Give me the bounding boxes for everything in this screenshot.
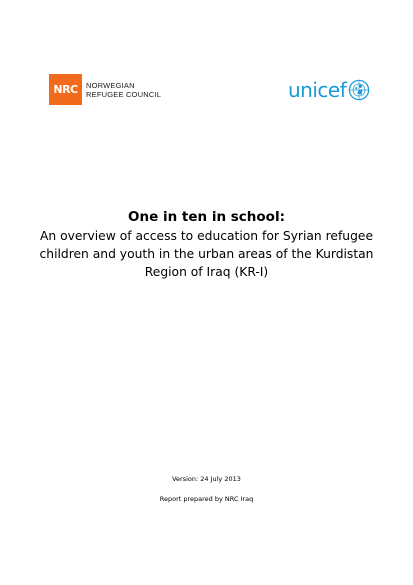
nrc-logo [49, 74, 161, 105]
nrc-logo-mark [49, 74, 82, 105]
nrc-logo-line-2: REFUGEE COUNCIL [86, 89, 162, 99]
report-title-block [20, 208, 393, 281]
unicef-logo [288, 78, 370, 102]
report-prepared-by: Report prepared by NRC Iraq [159, 495, 254, 503]
report-title: One in ten in school: [128, 209, 285, 225]
nrc-logo-mark-text: NRC [53, 83, 78, 96]
nrc-logo-text [86, 81, 161, 99]
report-version: Version: 24 July 2013 [172, 475, 241, 483]
report-subtitle-line-3: Region of Iraq (KR-I) [144, 265, 269, 279]
unicef-wordmark: unicef [288, 78, 347, 102]
unicef-emblem-icon [348, 79, 370, 101]
nrc-logo-line-1: NORWEGIAN [86, 80, 135, 90]
report-subtitle-line-2: children and youth in the urban areas of the Kurdistan [39, 247, 374, 261]
report-subtitle-line-1: An overview of access to education for Syrian refugee [39, 229, 374, 243]
